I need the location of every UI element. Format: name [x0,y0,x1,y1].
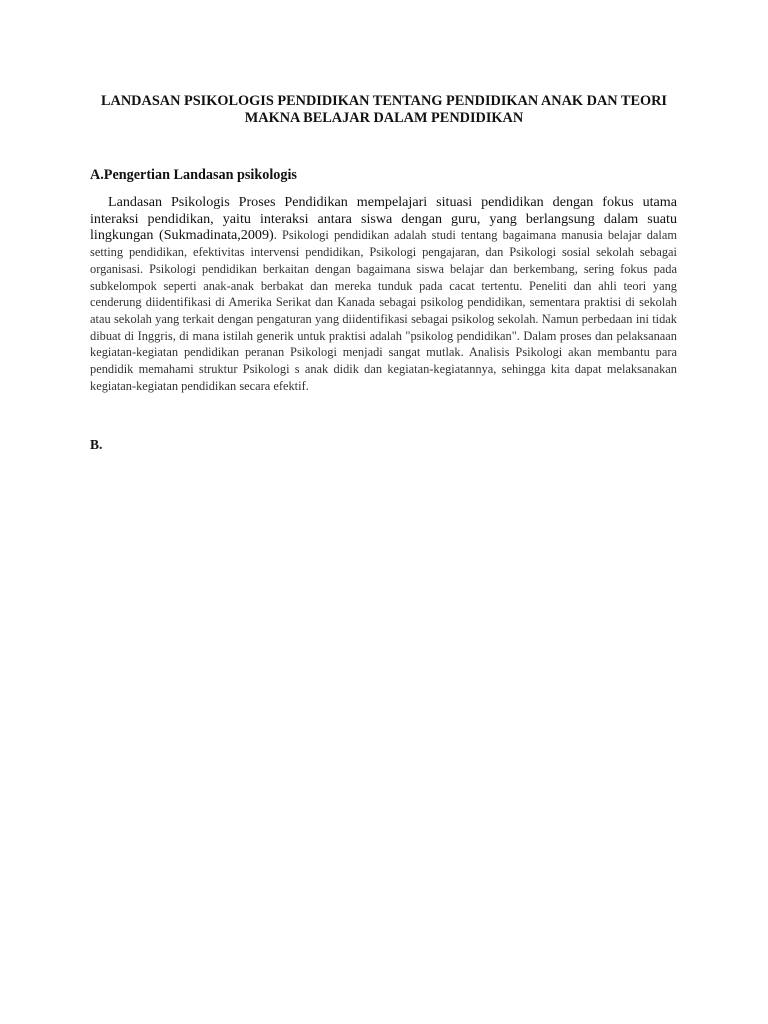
document-title [90,93,678,127]
section-a-heading: A.Pengertian Landasan psikologis [90,167,297,183]
section-b-heading: B. [90,437,103,452]
paragraph-lead-text: Landasan Psikologis Proses Pendidikan mempelajari situasi pendidikan dengan fokus utama interaksi pendidikan, yaitu interaksi antara siswa dengan guru, yang berlangsung dalam suatu lingkungan (Sukmadinata,2009) [90,194,677,244]
title-line-2: MAKNA BELAJAR DALAM PENDIDIKAN [244,110,524,126]
paragraph-body-text: . Psikologi pendidikan adalah studi tentang bagaimana manusia belajar dalam setting pendidikan, efektivitas intervensi pendidikan, Psikologi pengajaran, dan Psikologi sosial sekolah sebagai organisasi. Psikologi pendidikan berkaitan dengan bagaimana siswa belajar dan berkembang, sering fokus pada subkelompok seperti anak-anak berbakat dan mereka tunduk pada cacat tertentu. Peneliti dan ahli teori yang cenderung diidentifikasi di Amerika Serikat dan Kanada sebagai psikolog pendidikan, sementara praktisi di sekolah atau sekolah yang terkait dengan pengaturan yang diidentifikasi sebagai psikolog sekolah. Namun perbedaan ini tidak dibuat di Inggris, di mana istilah generik untuk praktisi adalah "psikolog pendidikan". Dalam proses dan pelaksanaan kegiatan-kegiatan pendidikan peranan Psikologi menjadi sangat mutlak. Analisis Psikologi akan membantu para pendidik memahami struktur Psikologi s anak didik dan kegiatan-kegiatannya, sehingga kita dapat melaksanakan kegiatan-kegiatan pendidikan secara efektif. [90,228,677,393]
section-a-paragraph [90,194,677,394]
title-line-1: LANDASAN PSIKOLOGIS PENDIDIKAN TENTANG PENDIDIKAN ANAK DAN TEORI [100,93,667,109]
